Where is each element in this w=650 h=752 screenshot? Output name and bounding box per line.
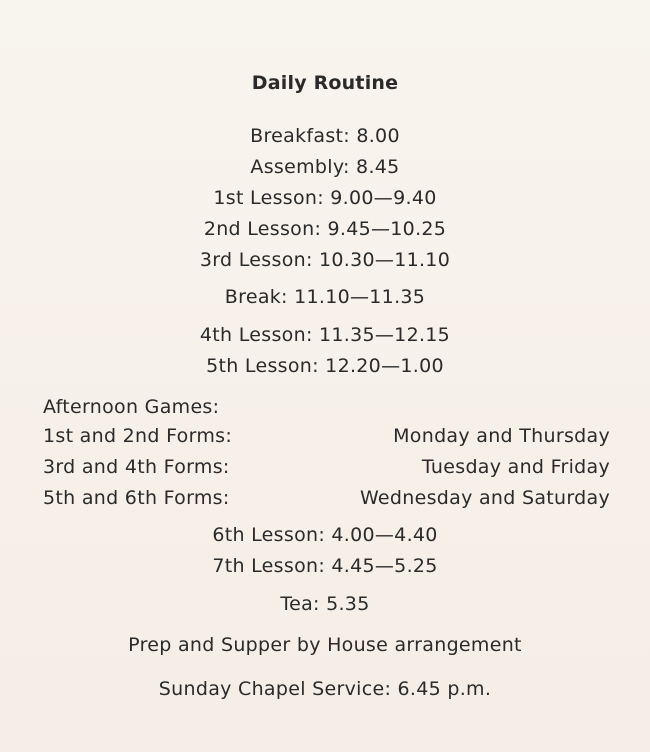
games-row: [43, 487, 610, 511]
schedule-lesson-1: 1st Lesson: 9.00—9.40: [213, 187, 437, 209]
games-days: Wednesday and Saturday: [359, 487, 610, 509]
schedule-chapel: Sunday Chapel Service: 6.45 p.m.: [158, 678, 492, 700]
schedule-lesson-5: 5th Lesson: 12.20—1.00: [206, 355, 444, 377]
schedule-lesson-3: 3rd Lesson: 10.30—11.10: [199, 249, 451, 271]
schedule-lesson-6: 6th Lesson: 4.00—4.40: [212, 524, 438, 546]
schedule-tea: Tea: 5.35: [280, 593, 370, 615]
schedule-breakfast: Breakfast: 8.00: [250, 125, 400, 147]
schedule-lesson-2: 2nd Lesson: 9.45—10.25: [203, 218, 447, 240]
games-forms: 1st and 2nd Forms:: [43, 425, 233, 447]
games-days: Tuesday and Friday: [421, 456, 610, 478]
games-days: Monday and Thursday: [393, 425, 610, 447]
page-title: Daily Routine: [251, 72, 399, 94]
games-row: [43, 456, 610, 480]
games-forms: 5th and 6th Forms:: [43, 487, 230, 509]
schedule-assembly: Assembly: 8.45: [250, 156, 400, 178]
games-forms: 3rd and 4th Forms:: [43, 456, 230, 478]
schedule-lesson-7: 7th Lesson: 4.45—5.25: [212, 555, 438, 577]
schedule-lesson-4: 4th Lesson: 11.35—12.15: [199, 324, 451, 346]
games-row: [43, 425, 610, 449]
afternoon-games-heading: Afternoon Games:: [43, 396, 220, 418]
schedule-break: Break: 11.10—11.35: [224, 286, 426, 308]
schedule-prep-supper: Prep and Supper by House arrangement: [128, 634, 522, 656]
